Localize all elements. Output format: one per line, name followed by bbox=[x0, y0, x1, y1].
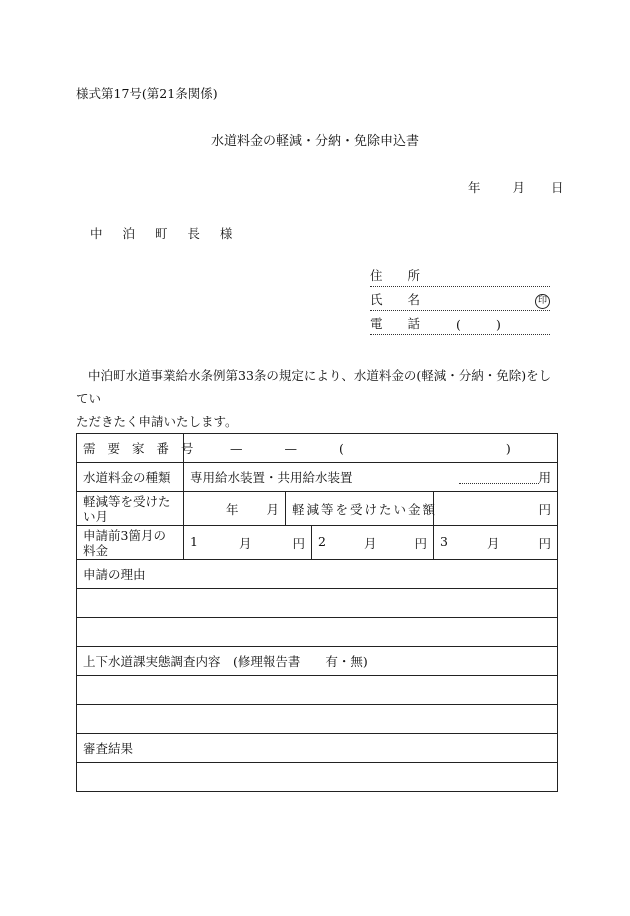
prev-fee-3-yen: 円 bbox=[538, 535, 552, 551]
reason-line-2[interactable] bbox=[77, 618, 558, 647]
date-line bbox=[468, 178, 564, 196]
survey-line-row bbox=[77, 705, 558, 734]
prev-fee-1-yen: 円 bbox=[292, 535, 305, 551]
address-field[interactable] bbox=[370, 268, 550, 287]
customer-number-row bbox=[77, 434, 558, 463]
date-month: 月 bbox=[512, 180, 526, 195]
reduction-row bbox=[77, 492, 558, 526]
request-statement bbox=[76, 364, 556, 433]
prev-fee-1-num: 1 bbox=[190, 533, 198, 549]
customer-number-value[interactable] bbox=[184, 434, 558, 463]
prev-fee-3-num: 3 bbox=[440, 533, 448, 549]
prev-fee-1-month: 月 bbox=[238, 535, 252, 551]
reduction-amount-unit: 円 bbox=[538, 501, 552, 517]
prev-fee-2[interactable] bbox=[312, 526, 434, 560]
reason-header-row bbox=[77, 560, 558, 589]
dash-2: — bbox=[284, 440, 297, 456]
prev-fee-2-yen: 円 bbox=[414, 535, 427, 551]
reduction-month-value[interactable] bbox=[184, 492, 286, 526]
fee-type-dotted-line bbox=[459, 473, 539, 484]
result-label: 審査結果 bbox=[77, 734, 558, 763]
reason-line-1[interactable] bbox=[77, 589, 558, 618]
survey-header-row bbox=[77, 647, 558, 676]
phone-paren-open: ( bbox=[456, 317, 461, 332]
survey-line-row bbox=[77, 676, 558, 705]
dash-1: — bbox=[230, 440, 243, 456]
prev-fee-label: 申請前3箇月の料金 bbox=[77, 526, 184, 560]
paren-close: ) bbox=[505, 440, 511, 456]
statement-line-1: 中泊町水道事業給水条例第33条の規定により、水道料金の(軽減・分納・免除)をしてい bbox=[76, 368, 552, 406]
recipient: 中 泊 町 長 様 bbox=[90, 226, 241, 241]
paren-open: ( bbox=[338, 440, 344, 456]
prev-fee-3-month: 月 bbox=[486, 535, 500, 551]
prev-fee-2-num: 2 bbox=[318, 533, 326, 549]
reason-line-row bbox=[77, 589, 558, 618]
survey-line-1[interactable] bbox=[77, 676, 558, 705]
prev-fee-3[interactable] bbox=[434, 526, 558, 560]
reduction-month-year: 年 bbox=[225, 501, 239, 517]
fee-type-row bbox=[77, 463, 558, 492]
phone-label: 電 話 bbox=[370, 316, 421, 331]
result-line-1[interactable] bbox=[77, 763, 558, 792]
form-title: 水道料金の軽減・分納・免除申込書 bbox=[210, 134, 419, 149]
fee-type-value-cell[interactable] bbox=[184, 463, 558, 492]
result-header-row bbox=[77, 734, 558, 763]
reduction-month-label: 軽減等を受けたい月 bbox=[77, 492, 184, 526]
name-field[interactable] bbox=[370, 292, 550, 311]
fee-type-unit: 用 bbox=[538, 470, 552, 485]
reduction-month-month: 月 bbox=[266, 501, 279, 517]
address-label: 住 所 bbox=[370, 268, 421, 283]
result-line-row bbox=[77, 763, 558, 792]
prev-fee-row bbox=[77, 526, 558, 560]
survey-label: 上下水道課実態調査内容 (修理報告書 有・無) bbox=[77, 647, 558, 676]
statement-line-2: ただきたく申請いたします。 bbox=[76, 414, 238, 429]
fee-type-value: 専用給水装置・共用給水装置 bbox=[190, 470, 353, 485]
reason-line-row bbox=[77, 618, 558, 647]
reduction-amount-value[interactable] bbox=[434, 492, 558, 526]
prev-fee-2-month: 月 bbox=[363, 535, 377, 551]
customer-number-label: 需 要 家 番 号 bbox=[77, 434, 184, 463]
form-number: 様式第17号(第21条関係) bbox=[76, 86, 218, 101]
survey-line-2[interactable] bbox=[77, 705, 558, 734]
phone-paren-close: ) bbox=[496, 317, 501, 332]
prev-fee-1[interactable] bbox=[184, 526, 312, 560]
reduction-amount-label: 軽減等を受けたい金額 bbox=[286, 492, 434, 526]
date-year: 年 bbox=[468, 180, 481, 195]
application-table bbox=[76, 433, 558, 792]
date-day: 日 bbox=[551, 180, 564, 195]
name-label: 氏 名 bbox=[370, 292, 421, 307]
fee-type-label: 水道料金の種類 bbox=[77, 463, 184, 492]
seal-mark: 印 bbox=[535, 294, 550, 309]
phone-field[interactable] bbox=[370, 316, 550, 335]
reason-label: 申請の理由 bbox=[77, 560, 558, 589]
